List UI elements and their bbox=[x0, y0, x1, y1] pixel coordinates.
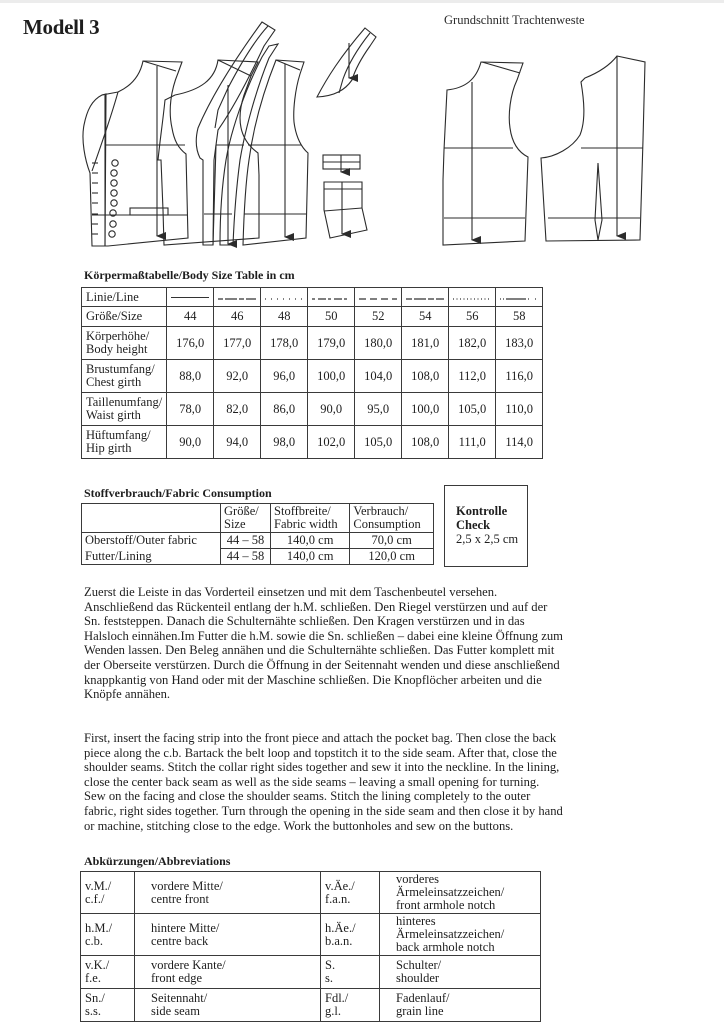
line-style-50 bbox=[308, 288, 355, 307]
button-marks bbox=[109, 160, 118, 237]
abbr-term: Seitennaht/ side seam bbox=[135, 989, 321, 1022]
value-cell: 176,0 bbox=[167, 327, 214, 360]
header-de: Stoffbreite/ bbox=[274, 504, 331, 518]
abbr-key: h.M./ c.b. bbox=[81, 914, 135, 956]
fabric-consumption: 120,0 cm bbox=[350, 549, 434, 565]
front-piece-with-buttons bbox=[105, 60, 259, 246]
value-cell: 114,0 bbox=[496, 426, 543, 459]
collar bbox=[317, 28, 376, 97]
value-cell: 90,0 bbox=[167, 426, 214, 459]
label-en: Hip girth bbox=[86, 441, 132, 455]
value-cell: 98,0 bbox=[261, 426, 308, 459]
header-en: Fabric width bbox=[274, 517, 338, 531]
header-de: Verbrauch/ bbox=[353, 504, 409, 518]
value-cell: 182,0 bbox=[449, 327, 496, 360]
check-title-de: Kontrolle bbox=[456, 504, 508, 518]
waist-girth-row bbox=[82, 393, 543, 426]
size-cell: 48 bbox=[261, 307, 308, 327]
abbr-key: v.K./ f.e. bbox=[81, 956, 135, 989]
body-height-row bbox=[82, 327, 543, 360]
label-de: Körperhöhe/ bbox=[86, 329, 150, 343]
fabric-consumption-table bbox=[81, 503, 434, 565]
fabric-size: 44 – 58 bbox=[221, 533, 271, 549]
body-size-table bbox=[81, 287, 543, 459]
size-cell: 58 bbox=[496, 307, 543, 327]
value-cell: 177,0 bbox=[214, 327, 261, 360]
value-cell: 110,0 bbox=[496, 393, 543, 426]
fabric-table-heading: Stoffverbrauch/Fabric Consumption bbox=[84, 486, 272, 500]
fabric-row bbox=[82, 549, 434, 565]
value-cell: 179,0 bbox=[308, 327, 355, 360]
abbr-row bbox=[81, 872, 541, 914]
size-cell: 52 bbox=[355, 307, 402, 327]
line-style-54 bbox=[402, 288, 449, 307]
value-cell: 90,0 bbox=[308, 393, 355, 426]
page-subtitle: Grundschnitt Trachtenweste bbox=[444, 13, 585, 27]
value-cell: 96,0 bbox=[261, 360, 308, 393]
control-check-box bbox=[444, 485, 528, 567]
abbr-row bbox=[81, 989, 541, 1022]
fabric-width: 140,0 cm bbox=[271, 549, 350, 565]
value-cell: 100,0 bbox=[402, 393, 449, 426]
pocket-bag bbox=[324, 182, 367, 238]
value-cell: 102,0 bbox=[308, 426, 355, 459]
basic-front bbox=[443, 62, 528, 245]
value-cell: 82,0 bbox=[214, 393, 261, 426]
line-style-row bbox=[82, 288, 543, 307]
abbr-key: Fdl./ g.l. bbox=[321, 989, 380, 1022]
page-title: Modell 3 bbox=[23, 15, 100, 39]
row-label bbox=[82, 360, 167, 393]
abbreviations-table bbox=[80, 871, 541, 1022]
label-en: Body height bbox=[86, 342, 148, 356]
consumption-header bbox=[350, 504, 434, 533]
value-cell: 95,0 bbox=[355, 393, 402, 426]
label-de: Hüftumfang/ bbox=[86, 428, 151, 442]
abbr-key: h.Äe./ b.a.n. bbox=[321, 914, 380, 956]
check-title-en: Check bbox=[456, 518, 491, 532]
value-cell: 108,0 bbox=[402, 360, 449, 393]
chest-girth-row bbox=[82, 360, 543, 393]
label-de: Brustumfang/ bbox=[86, 362, 155, 376]
abbr-term: vorderes Ärmeleinsatzzeichen/ front armhole notch bbox=[380, 872, 541, 914]
value-cell: 116,0 bbox=[496, 360, 543, 393]
line-style-56 bbox=[449, 288, 496, 307]
instructions-english: First, insert the facing strip into the front piece and attach the pocket bag. Then close the back piece along the c.b. Bartack the belt loop and topstitch it to the side seam. After that, close the shoulder seams. Stitch the collar right sides together and sew it into the neckline. In the lining, close the center back seam as well as the side seams – leaving a small opening for turning. Sew on the facing and close the shoulder seams. Stitch the lining completely to the outer fabric, right sides together. Turn through the opening in the side seam and then close it by hand or machine, stitching close to the edge. Work the buttonholes and sew on the buttons. bbox=[84, 731, 563, 833]
row-label bbox=[82, 327, 167, 360]
value-cell: 178,0 bbox=[261, 327, 308, 360]
size-header bbox=[221, 504, 271, 533]
abbr-key: Sn./ s.s. bbox=[81, 989, 135, 1022]
value-cell: 111,0 bbox=[449, 426, 496, 459]
abbr-term: hintere Mitte/ centre back bbox=[135, 914, 321, 956]
basic-back bbox=[541, 56, 645, 241]
abbr-key: S. s. bbox=[321, 956, 380, 989]
fabric-size: 44 – 58 bbox=[221, 549, 271, 565]
abbreviations-heading: Abkürzungen/Abbreviations bbox=[84, 854, 231, 868]
fabric-label: Futter/Lining bbox=[82, 549, 221, 565]
size-cell: 50 bbox=[308, 307, 355, 327]
fabric-consumption: 70,0 cm bbox=[350, 533, 434, 549]
value-cell: 92,0 bbox=[214, 360, 261, 393]
row-label bbox=[82, 393, 167, 426]
check-size: 2,5 x 2,5 cm bbox=[456, 532, 519, 546]
value-cell: 105,0 bbox=[355, 426, 402, 459]
label-en: Chest girth bbox=[86, 375, 142, 389]
fabric-row bbox=[82, 533, 434, 549]
size-cell: 54 bbox=[402, 307, 449, 327]
value-cell: 78,0 bbox=[167, 393, 214, 426]
value-cell: 86,0 bbox=[261, 393, 308, 426]
abbr-term: vordere Mitte/ centre front bbox=[135, 872, 321, 914]
line-style-46 bbox=[214, 288, 261, 307]
abbr-term: Fadenlauf/ grain line bbox=[380, 989, 541, 1022]
abbr-row bbox=[81, 914, 541, 956]
size-row bbox=[82, 307, 543, 327]
value-cell: 112,0 bbox=[449, 360, 496, 393]
size-table-heading: Körpermaßtabelle/Body Size Table in cm bbox=[84, 268, 295, 282]
belt-loop bbox=[323, 155, 360, 172]
abbr-key: v.Äe./ f.a.n. bbox=[321, 872, 380, 914]
instructions-german: Zuerst die Leiste in das Vorderteil einsetzen und mit dem Taschenbeutel versehen. Anschließend das Rückenteil entlang der h.M. schließen. Den Riegel verstürzen und auf der Sn. feststeppen. Danach die Schulternähte schließen. Den Kragen verstürzen und in das Halsloch einnähen.Im Futter die h.M. sowie die Sn. schließen – dabei eine kleine Öffnung zum Wenden lassen. Den Beleg annähen und die Schulternähte schließen. Das Futter komplett mit der Oberseite verstürzen. Durch die Öffnung in der Seitennaht wenden und diese anschließend knappkantig von Hand oder mit der Maschine schließen. Die Knopflöcher arbeiten und die Knöpfe annähen. bbox=[84, 585, 563, 702]
abbr-term: hinteres Ärmeleinsatzzeichen/ back armhole notch bbox=[380, 914, 541, 956]
abbr-key: v.M./ c.f./ bbox=[81, 872, 135, 914]
value-cell: 180,0 bbox=[355, 327, 402, 360]
value-cell: 181,0 bbox=[402, 327, 449, 360]
value-cell: 100,0 bbox=[308, 360, 355, 393]
buttonhole-marks bbox=[92, 163, 98, 234]
value-cell: 183,0 bbox=[496, 327, 543, 360]
size-cell: 44 bbox=[167, 307, 214, 327]
line-style-58 bbox=[496, 288, 543, 307]
width-header bbox=[271, 504, 350, 533]
line-style-44 bbox=[167, 288, 214, 307]
abbr-term: Schulter/ shoulder bbox=[380, 956, 541, 989]
empty-header bbox=[82, 504, 221, 533]
fabric-label: Oberstoff/Outer fabric bbox=[82, 533, 221, 549]
row-label: Linie/Line bbox=[82, 288, 167, 307]
value-cell: 94,0 bbox=[214, 426, 261, 459]
size-cell: 46 bbox=[214, 307, 261, 327]
value-cell: 108,0 bbox=[402, 426, 449, 459]
abbr-term: vordere Kante/ front edge bbox=[135, 956, 321, 989]
row-label bbox=[82, 426, 167, 459]
header-en: Size bbox=[224, 517, 246, 531]
value-cell: 105,0 bbox=[449, 393, 496, 426]
value-cell: 104,0 bbox=[355, 360, 402, 393]
value-cell: 88,0 bbox=[167, 360, 214, 393]
fabric-width: 140,0 cm bbox=[271, 533, 350, 549]
pattern-diagram bbox=[0, 0, 724, 260]
label-de: Taillenumfang/ bbox=[86, 395, 163, 409]
line-style-52 bbox=[355, 288, 402, 307]
header-de: Größe/ bbox=[224, 504, 259, 518]
line-style-48 bbox=[261, 288, 308, 307]
fabric-header-row bbox=[82, 504, 434, 533]
size-cell: 56 bbox=[449, 307, 496, 327]
row-label: Größe/Size bbox=[82, 307, 167, 327]
abbr-row bbox=[81, 956, 541, 989]
hip-girth-row bbox=[82, 426, 543, 459]
header-en: Consumption bbox=[353, 517, 421, 531]
front-piece-main bbox=[83, 61, 188, 246]
label-en: Waist girth bbox=[86, 408, 141, 422]
